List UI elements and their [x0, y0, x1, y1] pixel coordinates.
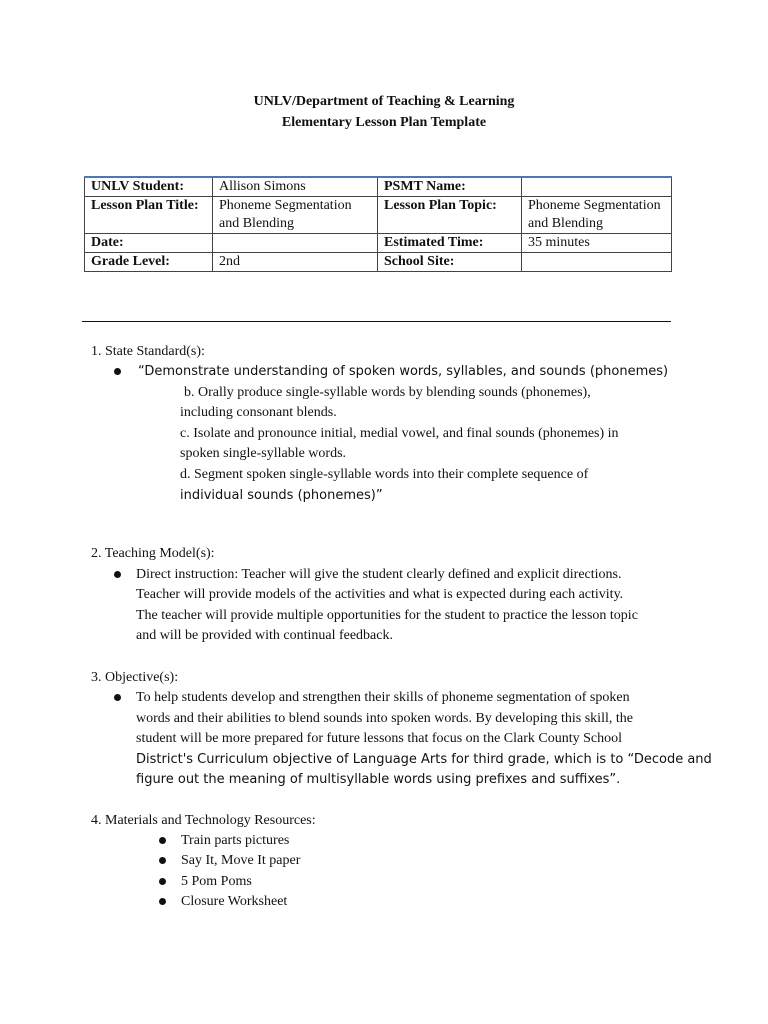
standards-bullet: “Demonstrate understanding of spoken words, syllables, and sounds (phonemes) [138, 364, 669, 379]
bullet-icon [159, 898, 166, 905]
objective-line1: To help students develop and strengthen their skills of phoneme segmentation of spoken [136, 690, 630, 705]
materials-item: 5 Pom Poms [181, 874, 252, 889]
objectives-heading: 3. Objective(s): [91, 670, 179, 685]
standards-heading: 1. State Standard(s): [91, 344, 205, 359]
teaching-heading: 2. Teaching Model(s): [91, 546, 215, 561]
materials-item: Closure Worksheet [181, 894, 288, 909]
materials-item: Say It, Move It paper [181, 853, 301, 868]
student-label: UNLV Student: [85, 177, 213, 197]
lesson-title-label: Lesson Plan Title: [85, 197, 213, 234]
teaching-line2: Teacher will provide models of the activities and what is expected during each activity. [136, 587, 624, 602]
table-row [85, 197, 672, 234]
bullet-icon [114, 368, 121, 375]
document-title: UNLV/Department of Teaching & Learning [253, 94, 515, 109]
estimated-time-value: 35 minutes [522, 234, 672, 253]
date-label: Date: [85, 234, 213, 253]
grade-level-label: Grade Level: [85, 253, 213, 272]
objective-line3: student will be more prepared for future lessons that focus on the Clark County School [136, 731, 623, 746]
lesson-topic-label: Lesson Plan Topic: [378, 197, 522, 234]
estimated-time-label: Estimated Time: [378, 234, 522, 253]
bullet-icon [159, 878, 166, 885]
objective-line4: District's Curriculum objective of Language Arts for third grade, which is to “Decode and [136, 752, 712, 767]
standard-c-line2: spoken single-syllable words. [180, 446, 347, 461]
lesson-info-table [84, 176, 672, 272]
lesson-title-value: Phoneme Segmentation and Blending [213, 197, 378, 234]
school-site-label: School Site: [378, 253, 522, 272]
table-row [85, 234, 672, 253]
table-row [85, 253, 672, 272]
table-row [85, 177, 672, 197]
materials-item: Train parts pictures [181, 833, 290, 848]
psmt-value [522, 177, 672, 197]
document-subtitle: Elementary Lesson Plan Template [281, 115, 487, 130]
bullet-icon [114, 694, 121, 701]
bullet-icon [159, 837, 166, 844]
teaching-line3: The teacher will provide multiple opportunities for the student to practice the lesson topic [136, 608, 638, 623]
standard-b-line1: b. Orally produce single-syllable words by blending sounds (phonemes), [184, 385, 591, 400]
objective-line2: words and their abilities to blend sounds into spoken words. By developing this skill, the [136, 711, 633, 726]
standard-c-line1: c. Isolate and pronounce initial, medial vowel, and final sounds (phonemes) in [180, 426, 619, 441]
school-site-value [522, 253, 672, 272]
teaching-line4: and will be provided with continual feedback. [136, 628, 393, 643]
student-value: Allison Simons [213, 177, 378, 197]
bullet-icon [159, 857, 166, 864]
date-value [213, 234, 378, 253]
grade-level-value: 2nd [213, 253, 378, 272]
materials-heading: 4. Materials and Technology Resources: [91, 813, 316, 828]
standard-d-line1: d. Segment spoken single-syllable words into their complete sequence of [180, 467, 589, 482]
psmt-label: PSMT Name: [378, 177, 522, 197]
standard-b-line2: including consonant blends. [180, 405, 337, 420]
bullet-icon [114, 571, 121, 578]
section-divider [82, 321, 671, 322]
teaching-line1: Direct instruction: Teacher will give the student clearly defined and explicit directions. [136, 567, 622, 582]
lesson-topic-value: Phoneme Segmentation and Blending [522, 197, 672, 234]
objective-line5: figure out the meaning of multisyllable words using prefixes and suffixes”. [136, 772, 621, 787]
standard-d-line2: individual sounds (phonemes)” [180, 488, 383, 503]
